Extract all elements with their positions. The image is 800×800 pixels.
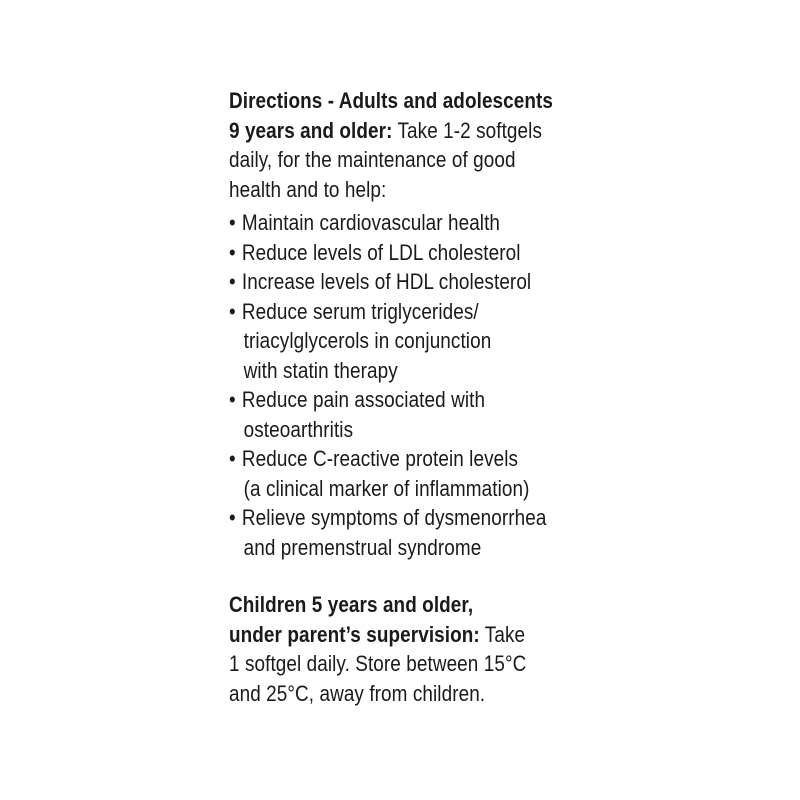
- children-heading: Children 5 years and older,: [229, 592, 474, 617]
- children-directions: [229, 590, 574, 708]
- benefit-item: [229, 208, 574, 238]
- children-supervision: under parent’s supervision:: [229, 621, 480, 647]
- benefit-item: [229, 385, 574, 444]
- adult-dosage-purpose-cont: health and to help:: [229, 176, 387, 202]
- benefit-line-continued: and premenstrual syndrome: [243, 534, 482, 560]
- benefit-text: Relieve symptoms of dysmenorrhea: [241, 505, 547, 530]
- bullet-icon: •: [229, 269, 236, 294]
- benefit-line: [229, 385, 526, 415]
- benefit-line-continued: triacylglycerols in conjunction: [243, 328, 492, 353]
- adult-dosage-line: [229, 116, 542, 146]
- benefit-line-continued: (a clinical marker of inflammation): [243, 475, 530, 501]
- adult-directions: [229, 86, 574, 204]
- children-take-text: Take: [479, 621, 526, 647]
- adult-dosage-purpose: daily, for the maintenance of good: [229, 147, 516, 172]
- benefit-item: [229, 444, 574, 503]
- children-supervision-line: [229, 620, 526, 650]
- bullet-icon: •: [229, 210, 236, 235]
- adult-age-range: 9 years and older:: [229, 117, 393, 143]
- benefit-line: [229, 297, 526, 327]
- bullet-icon: •: [229, 387, 236, 412]
- benefit-text: Reduce pain associated with: [241, 387, 486, 412]
- bullet-icon: •: [229, 298, 236, 324]
- bullet-icon: •: [229, 446, 236, 471]
- benefit-line-continued: with statin therapy: [243, 357, 398, 383]
- benefit-item: [229, 503, 574, 562]
- benefit-line: [229, 267, 532, 297]
- benefit-line: [229, 503, 547, 533]
- adult-dosage-text: Take 1-2 softgels: [392, 117, 542, 143]
- benefit-text: Reduce serum triglycerides/: [241, 298, 479, 324]
- benefit-line: [229, 238, 526, 268]
- bullet-icon: •: [229, 239, 236, 265]
- benefit-line: [229, 444, 526, 474]
- benefit-item: [229, 297, 574, 386]
- directions-label: [229, 86, 574, 708]
- benefit-text: Maintain cardiovascular health: [241, 210, 501, 235]
- benefit-text: Reduce levels of LDL cholesterol: [241, 239, 521, 265]
- benefits-list: [229, 208, 574, 562]
- benefit-text: Reduce C-reactive protein levels: [241, 446, 519, 471]
- directions-heading: Directions - Adults and adolescents: [229, 88, 554, 113]
- children-dosage-line: 1 softgel daily. Store between 15°C: [229, 651, 527, 676]
- benefit-line-continued: osteoarthritis: [243, 416, 354, 442]
- bullet-icon: •: [229, 505, 236, 530]
- benefit-text: Increase levels of HDL cholesterol: [241, 269, 532, 294]
- benefit-item: [229, 267, 574, 297]
- benefit-line: [229, 208, 526, 238]
- storage-line: and 25°C, away from children.: [229, 680, 486, 706]
- benefit-item: [229, 238, 574, 268]
